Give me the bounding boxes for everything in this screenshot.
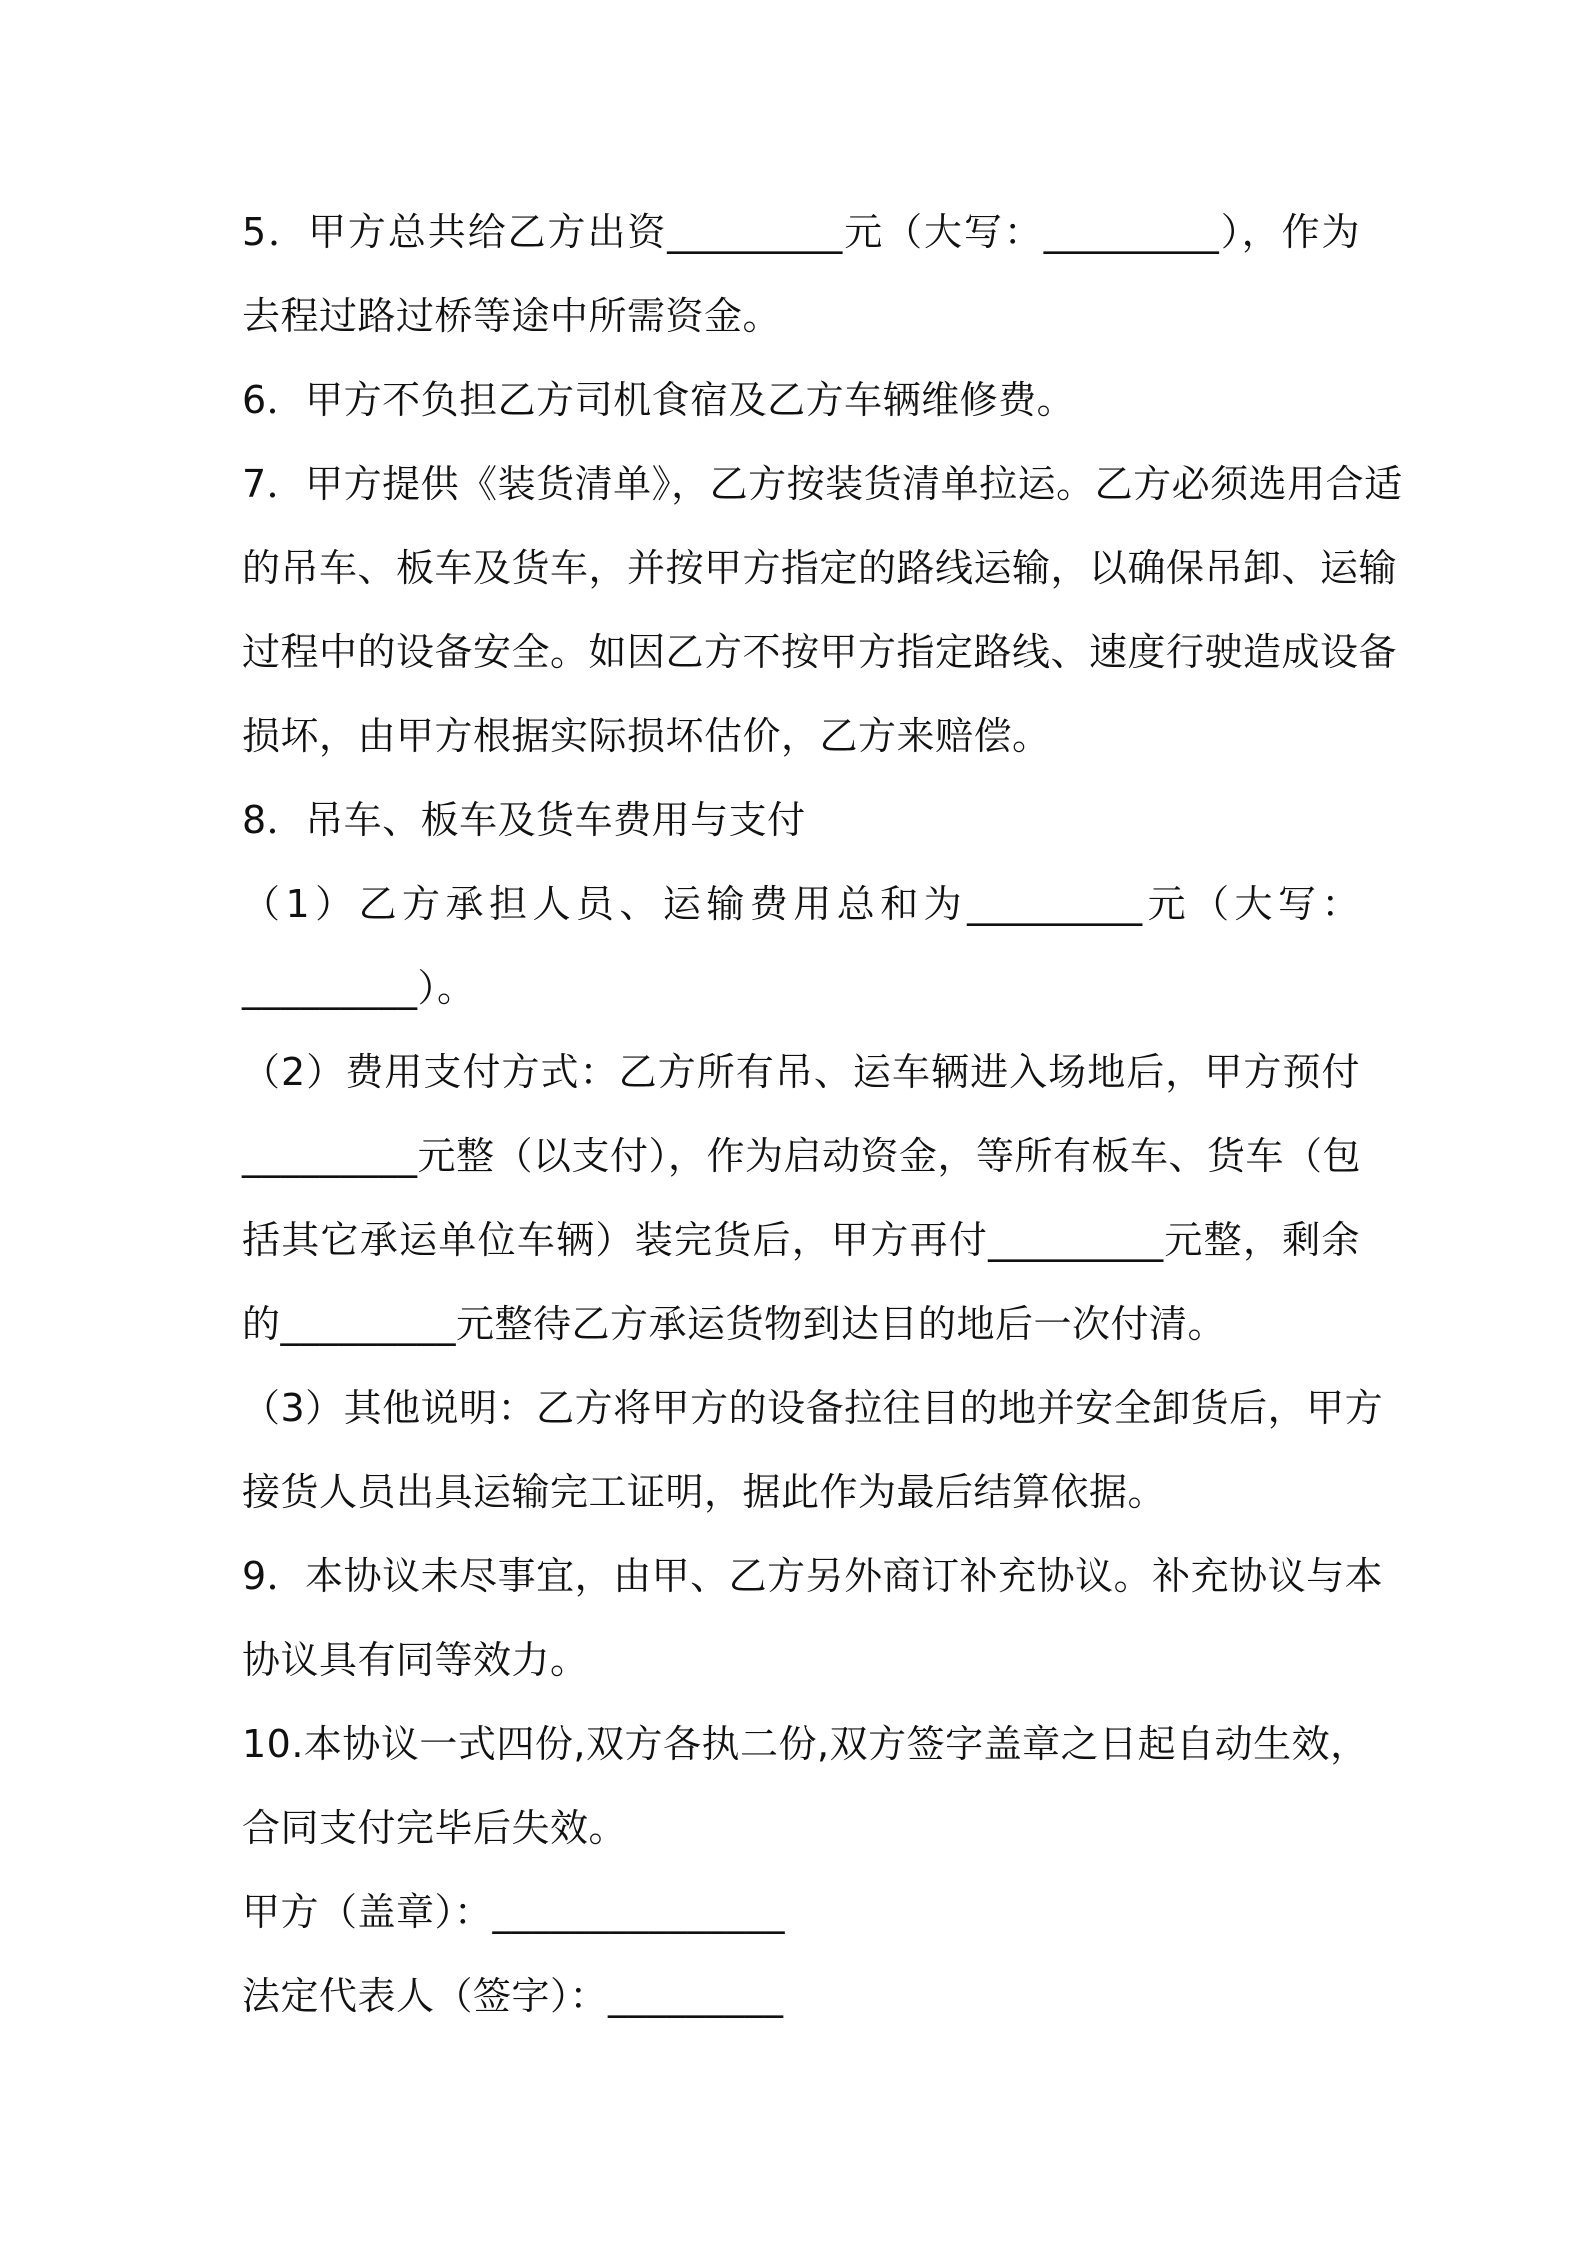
clause-7-line-1: 7．甲方提供《装货清单》，乙方按装货清单拉运。乙方必须选用合适	[242, 462, 1403, 506]
clause-8-2-line-4: 的_________元整待乙方承运货物到达目的地后一次付清。	[242, 1302, 1227, 1346]
clause-9-line-1: 9．本协议未尽事宜，由甲、乙方另外商订补充协议。补充协议与本	[242, 1554, 1384, 1598]
clause-10-line-2: 合同支付完毕后失效。	[242, 1806, 628, 1850]
clause-10-line-1: 10.本协议一式四份,双方各执二份,双方签字盖章之日起自动生效，	[242, 1722, 1369, 1766]
contract-body	[242, 190, 1403, 2038]
clause-8-heading: 8．吊车、板车及货车费用与支付	[242, 798, 806, 842]
clause-8-1-line-1: （1）乙方承担人员、运输费用总和为_________元（大写：	[242, 882, 1360, 926]
clause-8-2-line-1: （2）费用支付方式：乙方所有吊、运车辆进入场地后，甲方预付	[242, 1050, 1360, 1094]
clause-5-line-2: 去程过路过桥等途中所需资金。	[242, 294, 782, 338]
clause-5-line-1: 5．甲方总共给乙方出资_________元（大写：_________），作为	[242, 210, 1360, 254]
clause-9-line-2: 协议具有同等效力。	[242, 1638, 589, 1682]
clause-8-3-line-2: 接货人员出具运输完工证明，据此作为最后结算依据。	[242, 1470, 1167, 1514]
clause-8-3-line-1: （3）其他说明：乙方将甲方的设备拉往目的地并安全卸货后，甲方	[242, 1386, 1384, 1430]
clause-7-line-2: 的吊车、板车及货车，并按甲方指定的路线运输，以确保吊卸、运输	[242, 546, 1398, 590]
clause-7-line-3: 过程中的设备安全。如因乙方不按甲方指定路线、速度行驶造成设备	[242, 630, 1398, 674]
clause-8-1-line-2: _________）。	[242, 966, 476, 1010]
clause-6: 6．甲方不负担乙方司机食宿及乙方车辆维修费。	[242, 378, 1076, 422]
clause-7-line-4: 损坏，由甲方根据实际损坏估价，乙方来赔偿。	[242, 714, 1051, 758]
legal-representative-signature-line: 法定代表人（签字）：_________	[242, 1974, 784, 2018]
party-a-seal-line: 甲方（盖章）：_______________	[242, 1890, 786, 1934]
clause-8-2-line-3: 括其它承运单位车辆）装完货后，甲方再付_________元整，剩余	[242, 1218, 1360, 1262]
clause-8-2-line-2: _________元整（以支付），作为启动资金，等所有板车、货车（包	[242, 1134, 1362, 1178]
